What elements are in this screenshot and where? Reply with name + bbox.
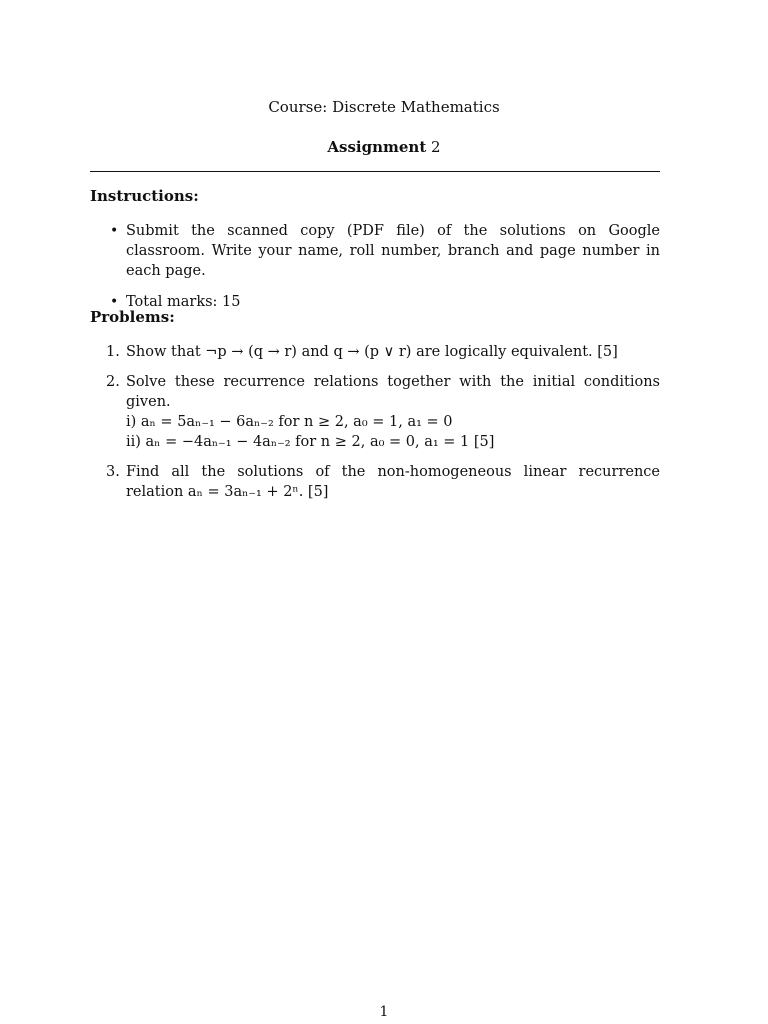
problem-subpart: ii) aₙ = −4aₙ₋₁ − 4aₙ₋₂ for n ≥ 2, a₀ = 0, a₁ = 1 [5] <box>126 434 495 450</box>
instructions-heading: Instructions: <box>90 187 199 205</box>
problem-subpart: i) aₙ = 5aₙ₋₁ − 6aₙ₋₂ for n ≥ 2, a₀ = 1, a₁ = 0 <box>126 414 453 430</box>
instruction-item <box>90 221 660 281</box>
page-number: 1 <box>379 1004 389 1020</box>
problem-text: Solve these recurrence relations together with the initial conditions given. <box>126 374 660 410</box>
instructions-list <box>90 221 660 323</box>
bullet-icon: • <box>110 294 119 310</box>
problem-item <box>90 372 660 452</box>
problem-number: 3. <box>106 464 120 480</box>
instruction-text: Submit the scanned copy (PDF file) of the solutions on Google classroom. Write your name, roll number, branch and page number in each page. <box>126 223 660 279</box>
instruction-text: Total marks: 15 <box>126 294 241 310</box>
problem-item <box>90 342 660 362</box>
problem-number: 1. <box>106 344 120 360</box>
bullet-icon: • <box>110 223 119 239</box>
problems-list <box>90 342 660 512</box>
assignment-number: 2 <box>431 138 441 156</box>
assignment-label: Assignment <box>327 138 427 156</box>
instruction-item <box>90 292 660 312</box>
problem-number: 2. <box>106 374 120 390</box>
problem-text: Find all the solutions of the non-homogeneous linear recurrence relation aₙ = 3aₙ₋₁ + 2ⁿ. [5] <box>126 464 660 500</box>
problems-heading: Problems: <box>90 308 175 326</box>
problem-text: Show that ¬p → (q → r) and q → (p ∨ r) are logically equivalent. [5] <box>126 344 618 360</box>
assignment-title <box>0 137 768 157</box>
header-divider <box>90 171 660 172</box>
problem-item <box>90 462 660 502</box>
course-title: Course: Discrete Mathematics <box>268 98 500 116</box>
